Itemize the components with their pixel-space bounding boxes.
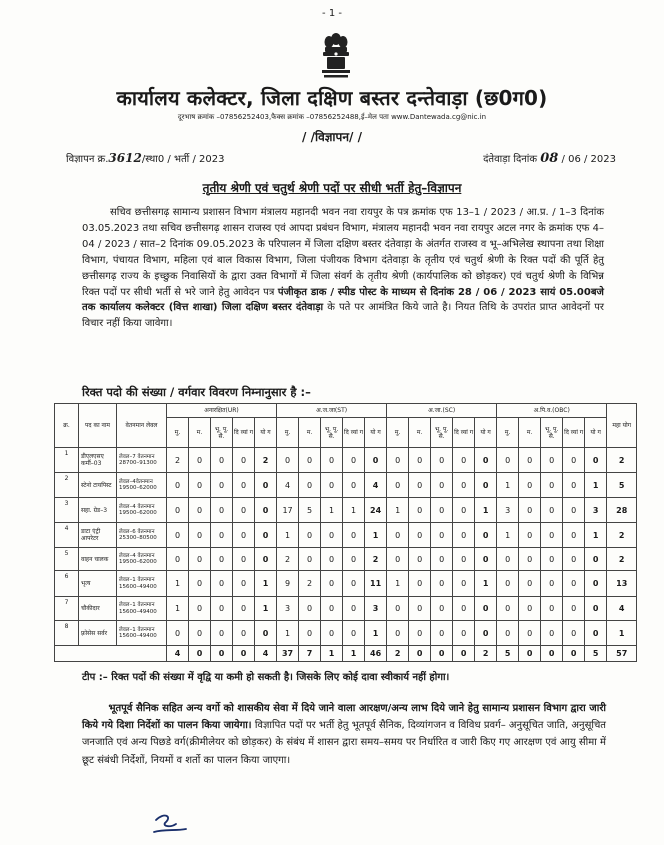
cell-value: 0 [585, 571, 607, 597]
cell-value: 0 [167, 548, 189, 571]
total-cell: 5 [585, 646, 607, 662]
reservation-paragraph [82, 700, 606, 769]
col-sub-3-0: मु. [497, 418, 519, 448]
cell-value: 24 [365, 498, 387, 523]
cell-value: 0 [343, 621, 365, 646]
table-row [55, 621, 637, 646]
cell-value: 0 [233, 473, 255, 498]
col-sub-1-1: म. [299, 418, 321, 448]
cell-value: 0 [497, 621, 519, 646]
total-cell: 0 [431, 646, 453, 662]
cell-value: 0 [255, 473, 277, 498]
cell-value: 0 [519, 448, 541, 473]
cell-value: 0 [299, 523, 321, 548]
cell-value: 1 [585, 473, 607, 498]
col-sub-2-4: यो ग [475, 418, 497, 448]
cell-value: 0 [211, 523, 233, 548]
cell-value: 0 [453, 571, 475, 597]
cell-value: 1 [277, 621, 299, 646]
total-cell: 5 [497, 646, 519, 662]
cell-value: 0 [563, 571, 585, 597]
cell-value: 0 [189, 571, 211, 597]
col-sub-1-0: मु. [277, 418, 299, 448]
table-row [55, 523, 637, 548]
cell-value: 0 [585, 448, 607, 473]
cell-value: 0 [233, 571, 255, 597]
total-cell: 0 [233, 646, 255, 662]
cell-value: 0 [519, 473, 541, 498]
cell-value: 0 [211, 571, 233, 597]
total-cell: 37 [277, 646, 299, 662]
cell-scale: लेवल–7 वेतनमान 28700–91300 [117, 448, 167, 473]
cell-grand-total: 13 [607, 571, 637, 597]
cell-value: 0 [541, 621, 563, 646]
cell-value: 1 [167, 571, 189, 597]
cell-value: 1 [365, 523, 387, 548]
col-group-ur: अनारक्षित(UR) [167, 404, 277, 418]
cell-post: चौकीदार [79, 597, 117, 621]
cell-value: 0 [255, 523, 277, 548]
cell-value: 0 [167, 473, 189, 498]
cell-value: 0 [519, 498, 541, 523]
cell-value: 0 [233, 597, 255, 621]
cell-value: 0 [563, 498, 585, 523]
cell-post: डीएलएसए कर्मी–03 [79, 448, 117, 473]
page-number: - 1 - [322, 8, 342, 19]
cell-value: 0 [299, 597, 321, 621]
cell-value: 0 [409, 548, 431, 571]
cell-value: 0 [541, 571, 563, 597]
col-sub-2-1: म. [409, 418, 431, 448]
col-sub-3-3: दि व्यां ग [563, 418, 585, 448]
col-sub-3-4: यो ग [585, 418, 607, 448]
cell-value: 0 [321, 571, 343, 597]
cell-value: 1 [497, 523, 519, 548]
cell-value: 0 [431, 548, 453, 571]
total-cell: 7 [299, 646, 321, 662]
cell-value: 0 [431, 523, 453, 548]
cell-value: 4 [365, 473, 387, 498]
cell-value: 0 [365, 448, 387, 473]
cell-value: 1 [497, 473, 519, 498]
reservation-text: विज्ञापित पदों पर भर्ती हेतु भूतपूर्व सैनिक, दिव्यांगजन व विविध प्रवर्ग– अनुसूचित जाति, अनुसूचित जनजाति एवं अन्य पिछडे वर्ग(क्रीमीलेयर को छोड़कर) के संबंध में शासन द्वारा समय–समय पर निर्धारित व जारी किए गए आरक्षण एवं आयु सीमा में छूट संबंधी निर्देशों, नियमों व शर्तो का पालन किया जाएगा। [82, 720, 606, 766]
cell-value: 0 [431, 597, 453, 621]
issue-date [483, 151, 616, 166]
reservation-bold-text: भूतपूर्व सैनिक सहित अन्य वर्गो को शासकीय सेवा में दिये जाने वाला आरक्षण/अन्य लाभ दिये जाने हेतु सामान्य प्रशासन विभाग द्वारा जारी किये गये दिशा निर्देशों का पालन किया जायेगा। [82, 703, 606, 732]
cell-value: 0 [189, 548, 211, 571]
cell-post: फ़्रोसेस सर्वर [79, 621, 117, 646]
cell-value: 0 [189, 597, 211, 621]
cell-value: 0 [343, 548, 365, 571]
table-row [55, 548, 637, 571]
cell-value: 0 [343, 448, 365, 473]
cell-value: 9 [277, 571, 299, 597]
cell-value: 0 [233, 448, 255, 473]
cell-value: 0 [211, 548, 233, 571]
signature-icon [150, 810, 190, 838]
cell-value: 0 [585, 548, 607, 571]
cell-value: 0 [409, 473, 431, 498]
total-cell: 0 [541, 646, 563, 662]
cell-value: 0 [167, 621, 189, 646]
cell-scale: लेवल–1 वेतनमान 15600–49400 [117, 597, 167, 621]
cell-value: 0 [541, 498, 563, 523]
cell-value: 0 [299, 473, 321, 498]
cell-scale: लेवल–1 वेतनमान 15600–49400 [117, 571, 167, 597]
total-cell: 46 [365, 646, 387, 662]
cell-value: 0 [299, 621, 321, 646]
cell-value: 3 [585, 498, 607, 523]
cell-post: डाटा एंट्री आपरेटर [79, 523, 117, 548]
cell-value: 0 [541, 473, 563, 498]
col-group-sc: अ.जा.(SC) [387, 404, 497, 418]
cell-value: 0 [431, 621, 453, 646]
advertisement-label: / /विज्ञापन/ / [302, 130, 362, 144]
cell-sn: 2 [55, 473, 79, 498]
contact-line: दूरभाष क्रमांक –07856252403,फैक्स क्रमांक –07856252488,ई–मेल पता www.Dantewada.cg@nic.in [177, 113, 487, 121]
col-sub-1-2: भू. पू. सै. [321, 418, 343, 448]
cell-post: स्टेनो टायपिस्ट [79, 473, 117, 498]
totals-label-cell [55, 646, 167, 662]
cell-value: 0 [387, 621, 409, 646]
totals-row [55, 646, 637, 662]
total-cell: 0 [453, 646, 475, 662]
cell-grand-total: 2 [607, 448, 637, 473]
cell-value: 0 [189, 473, 211, 498]
cell-value: 0 [541, 548, 563, 571]
cell-value: 0 [387, 448, 409, 473]
cell-value: 0 [563, 473, 585, 498]
intro-tail-text: के पते पर आमंत्रित किये जाते है। नियत तिथि के उपरांत प्राप्त आवेदनों पर विचार नहीं किया जावेगा। [82, 302, 604, 330]
cell-value: 0 [277, 448, 299, 473]
subject-heading: तृतीय श्रेणी एवं चतुर्थ श्रेणी पदों पर सीधी भर्ती हेतु–विज्ञापन [202, 181, 462, 195]
state-emblem-icon [319, 30, 353, 80]
cell-value: 3 [497, 498, 519, 523]
cell-value: 0 [321, 448, 343, 473]
cell-value: 0 [431, 571, 453, 597]
cell-value: 0 [299, 548, 321, 571]
cell-value: 0 [475, 523, 497, 548]
cell-value: 3 [365, 597, 387, 621]
col-sub-0-2: भू. पू. सै. [211, 418, 233, 448]
col-sub-1-4: यो ग [365, 418, 387, 448]
cell-value: 0 [475, 548, 497, 571]
cell-value: 1 [343, 498, 365, 523]
cell-value: 0 [189, 448, 211, 473]
cell-value: 0 [189, 621, 211, 646]
cell-value: 0 [453, 548, 475, 571]
col-sub-0-4: यो ग [255, 418, 277, 448]
cell-scale: लेवल–4वेतनमान 19500–62000 [117, 473, 167, 498]
cell-value: 2 [365, 548, 387, 571]
col-grand-total: महा योग [607, 404, 637, 448]
cell-value: 1 [387, 571, 409, 597]
col-sub-0-0: मु. [167, 418, 189, 448]
cell-value: 0 [519, 523, 541, 548]
cell-value: 0 [519, 571, 541, 597]
cell-value: 0 [167, 523, 189, 548]
cell-value: 1 [475, 498, 497, 523]
cell-value: 17 [277, 498, 299, 523]
cell-value: 1 [255, 597, 277, 621]
cell-value: 1 [585, 523, 607, 548]
note-text: टीप :– रिक्त पदों की संख्या में वृद्वि या कमी हो सकती है। जिसके लिए कोई दावा स्वीकार्य नहीं होगा। [82, 672, 450, 683]
total-cell: 0 [519, 646, 541, 662]
cell-scale: लेवल–4 वेतनमान 19500–62000 [117, 498, 167, 523]
col-sn: क्र. [55, 404, 79, 448]
cell-value: 1 [321, 498, 343, 523]
col-sub-3-2: भू. पू. सै. [541, 418, 563, 448]
cell-value: 0 [343, 473, 365, 498]
cell-value: 0 [189, 498, 211, 523]
cell-grand-total: 2 [607, 523, 637, 548]
cell-grand-total: 28 [607, 498, 637, 523]
col-sub-1-3: दि व्यां ग [343, 418, 365, 448]
cell-value: 0 [475, 597, 497, 621]
cell-sn: 8 [55, 621, 79, 646]
cell-value: 0 [519, 548, 541, 571]
cell-value: 0 [211, 448, 233, 473]
col-sub-0-1: म. [189, 418, 211, 448]
cell-value: 0 [343, 571, 365, 597]
cell-value: 0 [211, 621, 233, 646]
cell-value: 0 [387, 523, 409, 548]
cell-value: 0 [453, 473, 475, 498]
cell-value: 0 [387, 473, 409, 498]
cell-value: 0 [321, 597, 343, 621]
total-cell: 1 [343, 646, 365, 662]
cell-value: 0 [255, 498, 277, 523]
cell-value: 0 [321, 621, 343, 646]
col-sub-2-2: भू. पू. सै. [431, 418, 453, 448]
cell-sn: 5 [55, 548, 79, 571]
cell-value: 0 [431, 498, 453, 523]
cell-value: 0 [343, 597, 365, 621]
cell-value: 0 [585, 621, 607, 646]
cell-value: 0 [475, 621, 497, 646]
cell-value: 0 [475, 448, 497, 473]
cell-value: 0 [497, 448, 519, 473]
date-handwritten-day: 08 [540, 151, 559, 166]
cell-value: 0 [233, 523, 255, 548]
cell-sn: 3 [55, 498, 79, 523]
cell-value: 0 [497, 571, 519, 597]
cell-value: 0 [343, 523, 365, 548]
cell-value: 0 [211, 498, 233, 523]
cell-value: 0 [387, 597, 409, 621]
cell-value: 0 [189, 523, 211, 548]
cell-value: 0 [431, 473, 453, 498]
cell-value: 0 [453, 621, 475, 646]
table-row [55, 448, 637, 473]
col-sub-2-3: दि व्यां ग [453, 418, 475, 448]
total-cell: 4 [167, 646, 189, 662]
cell-value: 1 [277, 523, 299, 548]
total-cell: 2 [387, 646, 409, 662]
total-cell: 0 [211, 646, 233, 662]
cell-value: 0 [519, 597, 541, 621]
cell-value: 2 [167, 448, 189, 473]
cell-value: 0 [255, 621, 277, 646]
table-row [55, 571, 637, 597]
cell-value: 0 [321, 523, 343, 548]
cell-value: 5 [299, 498, 321, 523]
cell-value: 0 [409, 597, 431, 621]
cell-value: 0 [321, 473, 343, 498]
cell-value: 0 [233, 498, 255, 523]
cell-value: 0 [497, 597, 519, 621]
cell-value: 0 [497, 548, 519, 571]
cell-value: 0 [255, 548, 277, 571]
reference-number [66, 151, 224, 165]
cell-sn: 1 [55, 448, 79, 473]
cell-value: 0 [475, 473, 497, 498]
vacancy-table [54, 403, 637, 662]
cell-value: 0 [321, 548, 343, 571]
ref-handwritten-number: 3612 [108, 151, 142, 165]
intro-paragraph [82, 205, 604, 332]
cell-sn: 6 [55, 571, 79, 597]
cell-value: 0 [299, 448, 321, 473]
cell-value: 0 [585, 597, 607, 621]
cell-value: 0 [563, 597, 585, 621]
cell-post: सहा. ग्रेड–3 [79, 498, 117, 523]
cell-value: 0 [233, 621, 255, 646]
total-cell: 1 [321, 646, 343, 662]
date-suffix: / 06 / 2023 [561, 154, 616, 165]
cell-value: 0 [453, 523, 475, 548]
col-sub-2-0: मु. [387, 418, 409, 448]
cell-value: 0 [563, 548, 585, 571]
col-group-obc: अ.पि.व.(OBC) [497, 404, 607, 418]
intro-text: सचिव छत्तीसगढ़ सामान्य प्रशासन विभाग मंत्रालय महानदी भवन नवा रायपुर के पत्र क्रमांक एफ 13–1 / 2023 / आ.प्र. / 1–3 दिनांक 03.05.2023 तथा सचिव छत्तीसगढ़ शासन राजस्व एवं आपदा प्रबंधन विभाग, मंत्रालय महानदी भवन नवा रायपुर अटल नगर के क्रमांक एफ 4–04 / 2023 / सात–2 दिनांक 09.05.2023 के परिपालन में जिला दक्षिण बस्तर दंतेवाड़ा के अंतर्गत राजस्व व भू–अभिलेख स्थापना तथा शिक्षा विभाग, पंचायत विभाग, महिला एवं बाल विकास विभाग, जिला पंजीयक विभाग दंतेवाड़ा के तृतीय एवं चतुर्थ श्रेणी के रिक्त पदों की पूर्ति हेतु छत्तीसगढ़ राज्य के इच्छुक निवासियों के द्वारा उक्त विभागों में जिला संवर्ग के तृतीय श्रेणी (कार्यपालिक को छोड़कर) एवं चतुर्थ श्रेणी के विभिन्न रिक्त पदों पर सीधी भर्ती से भरे जाने हेतु आवेदन पत्र [82, 207, 604, 298]
cell-value: 0 [211, 597, 233, 621]
cell-value: 1 [475, 571, 497, 597]
cell-value: 4 [277, 473, 299, 498]
cell-value: 1 [255, 571, 277, 597]
table-title: रिक्त पदो की संख्या / वर्गवार विवरण निम्नानुसार है :– [82, 385, 311, 399]
total-cell: 0 [563, 646, 585, 662]
cell-value: 0 [409, 498, 431, 523]
cell-value: 0 [431, 448, 453, 473]
total-cell: 4 [255, 646, 277, 662]
office-title: कार्यालय कलेक्टर, जिला दक्षिण बस्तर दन्तेवाड़ा (छ0ग0) [116, 86, 548, 110]
cell-value: 0 [453, 597, 475, 621]
grand-total-cell: 57 [607, 646, 637, 662]
table-row [55, 473, 637, 498]
cell-grand-total: 1 [607, 621, 637, 646]
cell-value: 0 [453, 448, 475, 473]
cell-value: 2 [299, 571, 321, 597]
col-post: पद का नाम [79, 404, 117, 448]
cell-value: 0 [541, 523, 563, 548]
cell-value: 0 [563, 523, 585, 548]
cell-value: 1 [365, 621, 387, 646]
ref-suffix: /स्था0 / भर्ती / 2023 [141, 154, 225, 165]
cell-value: 0 [167, 498, 189, 523]
cell-scale: लेवल–6 वेतनमान 25300–80500 [117, 523, 167, 548]
cell-sn: 4 [55, 523, 79, 548]
cell-value: 0 [211, 473, 233, 498]
cell-value: 0 [387, 548, 409, 571]
intro-bold-text: पंजीकृत डाक / स्पीड पोस्ट के माध्यम से दिनांक 28 / 06 / 2023 सायं 05.00बजे तक कार्यालय कलेक्टर (वित्त शाखा) जिला दक्षिण बस्तर दंतेवाड़ा [82, 286, 604, 314]
cell-value: 0 [563, 621, 585, 646]
total-cell: 0 [189, 646, 211, 662]
cell-value: 0 [541, 597, 563, 621]
cell-value: 1 [387, 498, 409, 523]
total-cell: 2 [475, 646, 497, 662]
cell-value: 3 [277, 597, 299, 621]
cell-value: 2 [277, 548, 299, 571]
cell-value: 0 [541, 448, 563, 473]
ref-prefix: विज्ञापन क्र. [66, 154, 109, 165]
col-sub-3-1: म. [519, 418, 541, 448]
table-row [55, 597, 637, 621]
cell-value: 1 [167, 597, 189, 621]
table-row [55, 498, 637, 523]
cell-scale: लेवल–4 वेतनमान 19500–62000 [117, 548, 167, 571]
cell-value: 0 [409, 448, 431, 473]
cell-sn: 7 [55, 597, 79, 621]
cell-value: 0 [453, 498, 475, 523]
col-scale: वेतनमान लेवल [117, 404, 167, 448]
cell-scale: लेवल–1 वेतनमान 15600–49400 [117, 621, 167, 646]
cell-grand-total: 4 [607, 597, 637, 621]
col-group-st: अ.ज.जा(ST) [277, 404, 387, 418]
col-sub-0-3: दि व्यां ग [233, 418, 255, 448]
cell-value: 0 [233, 548, 255, 571]
cell-value: 0 [563, 448, 585, 473]
cell-value: 0 [409, 523, 431, 548]
cell-grand-total: 2 [607, 548, 637, 571]
cell-value: 11 [365, 571, 387, 597]
cell-post: भृत्य [79, 571, 117, 597]
cell-value: 0 [409, 571, 431, 597]
total-cell: 0 [409, 646, 431, 662]
cell-value: 2 [255, 448, 277, 473]
cell-value: 0 [409, 621, 431, 646]
cell-post: वाहन चालक [79, 548, 117, 571]
cell-value: 0 [519, 621, 541, 646]
date-prefix: दंतेवाड़ा दिनांक [483, 154, 538, 165]
cell-grand-total: 5 [607, 473, 637, 498]
